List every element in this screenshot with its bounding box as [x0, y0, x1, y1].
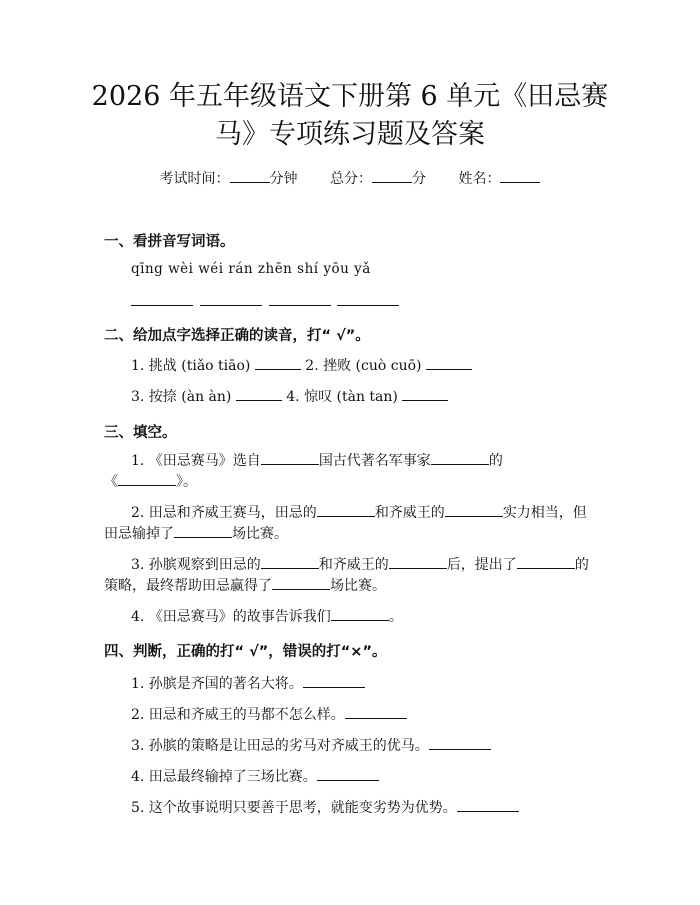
judge-item: 1. 孙膑是齐国的著名大将。 [131, 675, 365, 693]
answer-blank[interactable] [255, 357, 301, 370]
section-2-heading: 二、给加点字选择正确的读音，打“ √”。 [104, 328, 370, 344]
answer-blank[interactable] [261, 452, 319, 465]
judge-item: 4. 田忌最终输掉了三场比赛。 [131, 768, 379, 786]
section-4-heading: 四、判断，正确的打“ √”，错误的打“×”。 [104, 644, 387, 660]
score-field: 总分： 分 [330, 171, 426, 187]
judge-item: 5. 这个故事说明只要善于思考，就能变劣势为优势。 [131, 799, 519, 817]
answer-blank[interactable] [337, 305, 399, 306]
answer-blank[interactable] [445, 504, 503, 517]
fill-question: 4. 《田忌赛马》的故事告诉我们 。 [131, 609, 403, 625]
exam-meta [0, 168, 700, 188]
answer-blank[interactable] [331, 608, 389, 621]
score-blank[interactable] [372, 170, 412, 183]
time-field: 考试时间： 分钟 [159, 171, 298, 187]
answer-blank[interactable] [517, 556, 575, 569]
answer-blank[interactable] [317, 504, 375, 517]
answer-blank[interactable] [431, 452, 489, 465]
fill-question-continued: 《 》。 [104, 474, 197, 490]
answer-blank[interactable] [236, 388, 282, 401]
answer-blank[interactable] [429, 737, 491, 750]
answer-blank[interactable] [118, 473, 176, 486]
fill-question-continued: 田忌输掉了 场比赛。 [104, 526, 288, 542]
question-row: 1. 挑战 (tiǎo tiāo) 2. 挫败 (cuò cuō) [131, 357, 472, 375]
judge-item: 2. 田忌和齐威王的马都不怎么样。 [131, 706, 407, 724]
answer-blank[interactable] [261, 556, 319, 569]
answer-blank[interactable] [402, 388, 448, 401]
answer-blank[interactable] [131, 305, 193, 306]
answer-blank[interactable] [317, 768, 379, 781]
name-field: 姓名： [458, 171, 540, 187]
fill-question: 1. 《田忌赛马》选自 国古代著名军事家 的 [131, 453, 503, 469]
fill-question: 3. 孙膑观察到田忌的 和齐威王的 后，提出了 的 [131, 557, 589, 573]
fill-question-continued: 策略，最终帮助田忌赢得了 场比赛。 [104, 578, 386, 594]
answer-blank[interactable] [389, 556, 447, 569]
judge-item: 3. 孙膑的策略是让田忌的劣马对齐威王的优马。 [131, 737, 491, 755]
answer-blank[interactable] [303, 675, 365, 688]
page-title [80, 78, 620, 154]
title-line-2: 马》专项练习题及答案 [215, 119, 485, 150]
answer-blank[interactable] [174, 525, 232, 538]
name-blank[interactable] [500, 170, 540, 183]
answer-blank[interactable] [269, 305, 331, 306]
answer-blank[interactable] [457, 799, 519, 812]
pinyin-line: qīng wèi wéi rán zhēn shí yōu yǎ [131, 261, 371, 277]
time-blank[interactable] [230, 170, 270, 183]
fill-question: 2. 田忌和齐威王赛马，田忌的 和齐威王的 实力相当，但 [131, 505, 587, 521]
section-1-heading: 一、看拼音写词语。 [104, 234, 235, 250]
answer-blank[interactable] [200, 305, 262, 306]
answer-blank[interactable] [345, 706, 407, 719]
question-row: 3. 按捺 (àn àn) 4. 惊叹 (tàn tan) [131, 388, 448, 406]
answer-blank[interactable] [426, 357, 472, 370]
section-3-heading: 三、填空。 [104, 425, 177, 441]
answer-blank[interactable] [272, 577, 330, 590]
title-line-1: 2026 年五年级语文下册第 6 单元《田忌赛 [91, 81, 609, 112]
